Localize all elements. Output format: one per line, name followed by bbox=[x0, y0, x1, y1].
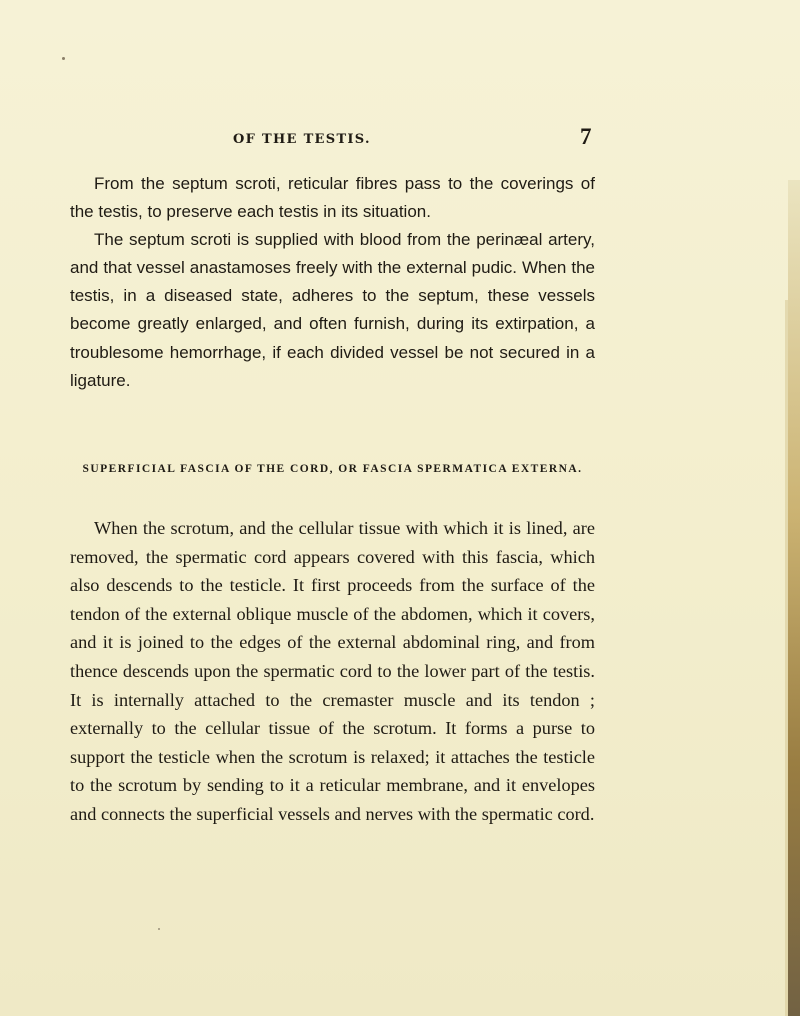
opening-text bbox=[70, 170, 595, 395]
paragraph-reticular-fibres: From the septum scroti, reticular fibres pass to the coverings of the testis, to preserve each testis in its situation. bbox=[70, 174, 595, 222]
paper-speck bbox=[158, 928, 160, 930]
paragraph-fascia-description: When the scrotum, and the cellular tissue with which it is lined, are removed, the spermatic cord appears covered with this fascia, which also descends to the testicle. It first proceeds from the surface of the tendon of the external oblique muscle of the abdomen, which it covers, and it is joined to the edges of the external abdominal ring, and from thence descends upon the spermatic cord to the lower part of the testis. It is internally attached to the cremaster muscle and its tendon ; externally to the cellular tissue of the scrotum. It forms a purse to support the testicle when the scrotum is relaxed; it attaches the testicle to the scrotum by sending to it a reticular membrane, and it envelopes and connects the superficial vessels and nerves with the spermatic cord. bbox=[70, 518, 595, 824]
page-number: 7 bbox=[580, 124, 592, 149]
running-head: OF THE TESTIS. bbox=[233, 132, 371, 147]
section-text bbox=[70, 514, 595, 829]
paper-speck bbox=[62, 57, 65, 60]
paragraph-blood-supply: The septum scroti is supplied with blood from the perinæal artery, and that vessel anastamoses freely with the external pudic. When the testis, in a diseased state, adheres to the septum, these vessels become greatly enlarged, and often furnish, during its extirpation, a troublesome hemorrhage, if each divided vessel be not secured in a ligature. bbox=[70, 230, 595, 390]
section-heading: SUPERFICIAL FASCIA OF THE CORD, OR FASCIA SPERMATICA EXTERNA. bbox=[82, 463, 583, 475]
page-edge-shadow bbox=[785, 300, 788, 1016]
page-edge-shadow bbox=[788, 180, 800, 1016]
